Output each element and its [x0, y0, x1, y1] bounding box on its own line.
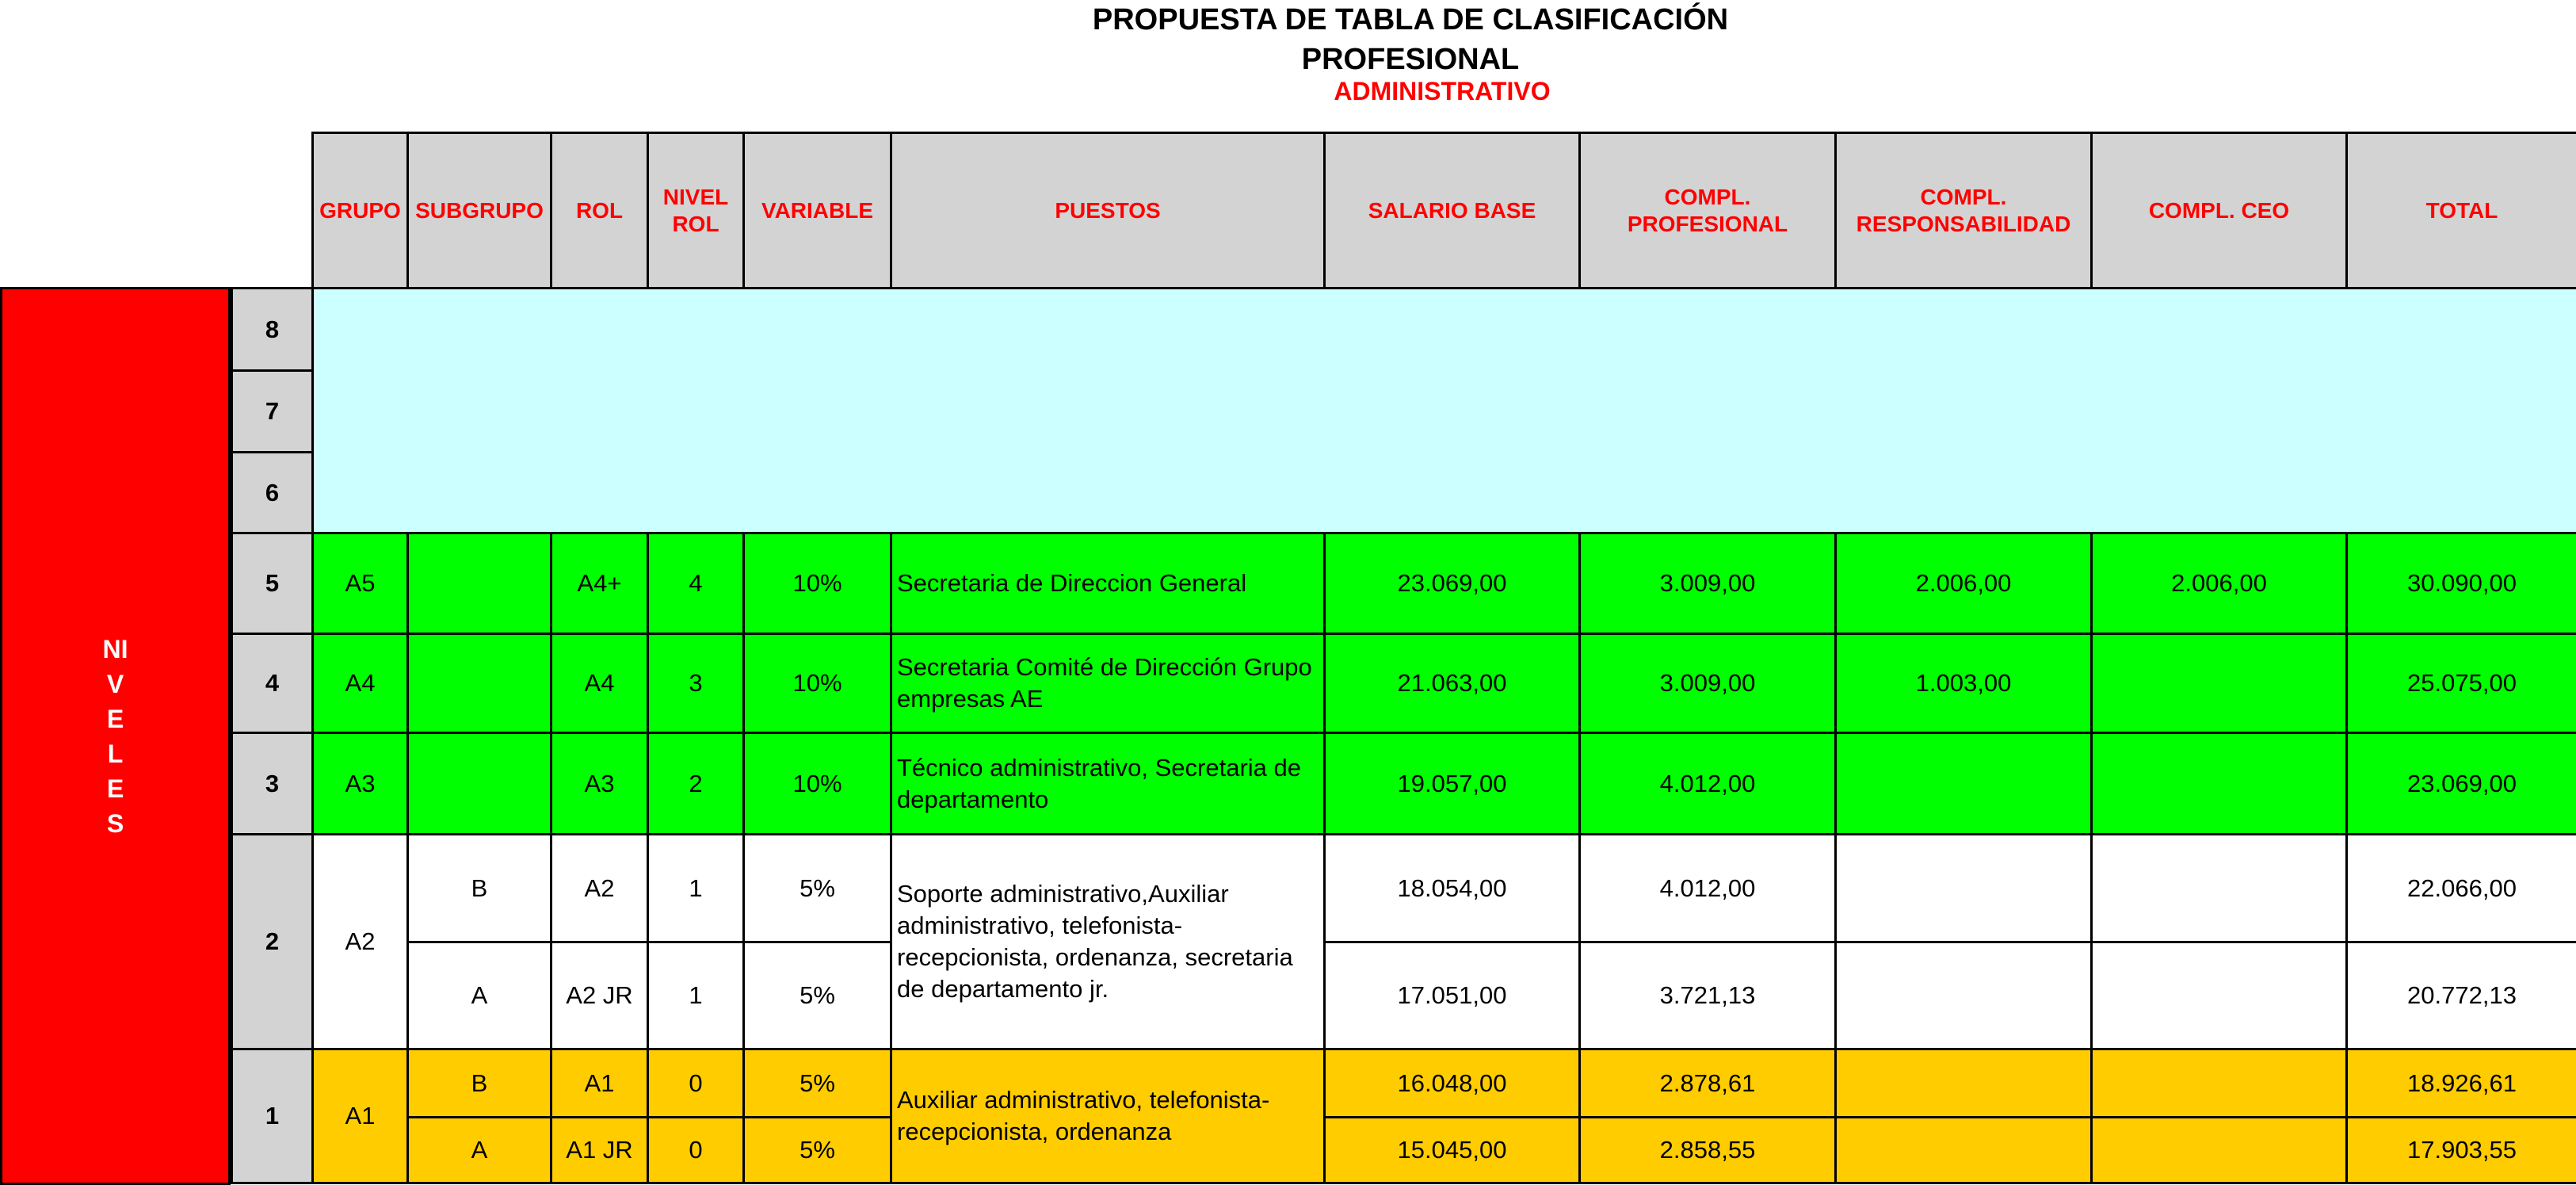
header-nivel-rol: NIVEL ROL	[648, 133, 744, 289]
header-variable: VARIABLE	[744, 133, 891, 289]
cell-nivel-rol: 3	[648, 634, 744, 733]
cell-compl-ceo	[2092, 1049, 2347, 1118]
level-number: 7	[232, 371, 313, 453]
table-row-level-2-b	[232, 835, 2576, 942]
level-number: 4	[232, 634, 313, 733]
table-row-level-1-a	[232, 1118, 2576, 1183]
level-number: 1	[232, 1049, 313, 1183]
cell-rol: A4	[551, 634, 648, 733]
cell-compl-ceo	[2092, 634, 2347, 733]
page-title: PROPUESTA DE TABLA DE CLASIFICACIÓN PROFESIONAL	[1092, 3, 1729, 76]
cell-nivel-rol: 1	[648, 835, 744, 942]
cell-nivel-rol: 0	[648, 1118, 744, 1183]
cell-variable: 5%	[744, 1049, 891, 1118]
table-row-level-4	[232, 634, 2576, 733]
cell-grupo: A3	[313, 733, 408, 835]
header-compl-ceo: COMPL. CEO	[2092, 133, 2347, 289]
header-puestos: PUESTOS	[891, 133, 1325, 289]
cell-puestos: Secretaria de Direccion General	[891, 533, 1325, 634]
cell-salario-base: 19.057,00	[1325, 733, 1580, 835]
level-number: 6	[232, 453, 313, 533]
cell-compl-responsabilidad	[1836, 1118, 2092, 1183]
header-subgrupo: SUBGRUPO	[408, 133, 551, 289]
cell-compl-ceo	[2092, 942, 2347, 1049]
cell-grupo: A2	[313, 835, 408, 1049]
cell-subgrupo	[408, 634, 551, 733]
cell-salario-base: 23.069,00	[1325, 533, 1580, 634]
cell-salario-base: 15.045,00	[1325, 1118, 1580, 1183]
cell-compl-responsabilidad	[1836, 942, 2092, 1049]
cell-subgrupo	[408, 733, 551, 835]
table-row-level-2-a	[232, 942, 2576, 1049]
cell-compl-profesional: 3.721,13	[1580, 942, 1836, 1049]
cell-variable: 10%	[744, 533, 891, 634]
cell-salario-base: 21.063,00	[1325, 634, 1580, 733]
header-rol: ROL	[551, 133, 648, 289]
cell-puestos: Técnico administrativo, Secretaria de departamento	[891, 733, 1325, 835]
cell-total: 23.069,00	[2347, 733, 2576, 835]
cell-compl-ceo	[2092, 835, 2347, 942]
cell-compl-responsabilidad: 2.006,00	[1836, 533, 2092, 634]
cell-rol: A4+	[551, 533, 648, 634]
table-row-level-5	[232, 533, 2576, 634]
level-number: 5	[232, 533, 313, 634]
cell-nivel-rol: 1	[648, 942, 744, 1049]
header-compl-responsabilidad: COMPL. RESPONSABILIDAD	[1836, 133, 2092, 289]
level-number: 3	[232, 733, 313, 835]
cell-compl-ceo	[2092, 1118, 2347, 1183]
cell-subgrupo: B	[408, 835, 551, 942]
cell-compl-responsabilidad	[1836, 1049, 2092, 1118]
level-number: 2	[232, 835, 313, 1049]
cell-compl-profesional: 3.009,00	[1580, 634, 1836, 733]
level-number: 8	[232, 289, 313, 371]
cell-compl-responsabilidad	[1836, 835, 2092, 942]
cell-rol: A1 JR	[551, 1118, 648, 1183]
cell-total: 22.066,00	[2347, 835, 2576, 942]
cell-subgrupo	[408, 533, 551, 634]
cell-grupo: A1	[313, 1049, 408, 1183]
cell-variable: 10%	[744, 733, 891, 835]
classification-table	[231, 132, 2576, 1184]
cell-variable: 5%	[744, 835, 891, 942]
empty-levels-block	[313, 289, 2576, 533]
cell-grupo: A5	[313, 533, 408, 634]
header-salario-base: SALARIO BASE	[1325, 133, 1580, 289]
cell-puestos: Auxiliar administrativo, telefonista-recepcionista, ordenanza	[891, 1049, 1325, 1183]
cell-nivel-rol: 2	[648, 733, 744, 835]
cell-nivel-rol: 0	[648, 1049, 744, 1118]
cell-compl-profesional: 4.012,00	[1580, 733, 1836, 835]
cell-salario-base: 18.054,00	[1325, 835, 1580, 942]
cell-puestos: Secretaria Comité de Dirección Grupo empresas AE	[891, 634, 1325, 733]
cell-puestos: Soporte administrativo,Auxiliar administrativo, telefonista-recepcionista, ordenanza, secretaria de departamento jr.	[891, 835, 1325, 1049]
cell-salario-base: 16.048,00	[1325, 1049, 1580, 1118]
cell-compl-ceo: 2.006,00	[2092, 533, 2347, 634]
page-subtitle: ADMINISTRATIVO	[1334, 77, 1551, 105]
cell-compl-profesional: 4.012,00	[1580, 835, 1836, 942]
cell-grupo: A4	[313, 634, 408, 733]
cell-total: 20.772,13	[2347, 942, 2576, 1049]
table-row-level-1-b	[232, 1049, 2576, 1118]
cell-compl-profesional: 2.858,55	[1580, 1118, 1836, 1183]
niveles-label-text: NIVELES	[102, 634, 128, 838]
cell-total: 25.075,00	[2347, 634, 2576, 733]
cell-subgrupo: A	[408, 1118, 551, 1183]
cell-rol: A2 JR	[551, 942, 648, 1049]
niveles-side-label	[0, 287, 231, 1185]
cell-variable: 10%	[744, 634, 891, 733]
cell-total: 17.903,55	[2347, 1118, 2576, 1183]
cell-subgrupo: A	[408, 942, 551, 1049]
cell-compl-profesional: 2.878,61	[1580, 1049, 1836, 1118]
cell-compl-responsabilidad: 1.003,00	[1836, 634, 2092, 733]
cell-rol: A1	[551, 1049, 648, 1118]
header-row	[232, 133, 2576, 289]
cell-compl-ceo	[2092, 733, 2347, 835]
header-total: TOTAL	[2347, 133, 2576, 289]
cell-salario-base: 17.051,00	[1325, 942, 1580, 1049]
cell-total: 18.926,61	[2347, 1049, 2576, 1118]
table-row-level-8	[232, 289, 2576, 371]
cell-rol: A3	[551, 733, 648, 835]
cell-compl-profesional: 3.009,00	[1580, 533, 1836, 634]
cell-variable: 5%	[744, 942, 891, 1049]
header-grupo: GRUPO	[313, 133, 408, 289]
table-row-level-3	[232, 733, 2576, 835]
cell-total: 30.090,00	[2347, 533, 2576, 634]
header-compl-profesional: COMPL. PROFESIONAL	[1580, 133, 1836, 289]
cell-subgrupo: B	[408, 1049, 551, 1118]
cell-compl-responsabilidad	[1836, 733, 2092, 835]
header-corner	[232, 133, 313, 289]
cell-variable: 5%	[744, 1118, 891, 1183]
cell-rol: A2	[551, 835, 648, 942]
cell-nivel-rol: 4	[648, 533, 744, 634]
